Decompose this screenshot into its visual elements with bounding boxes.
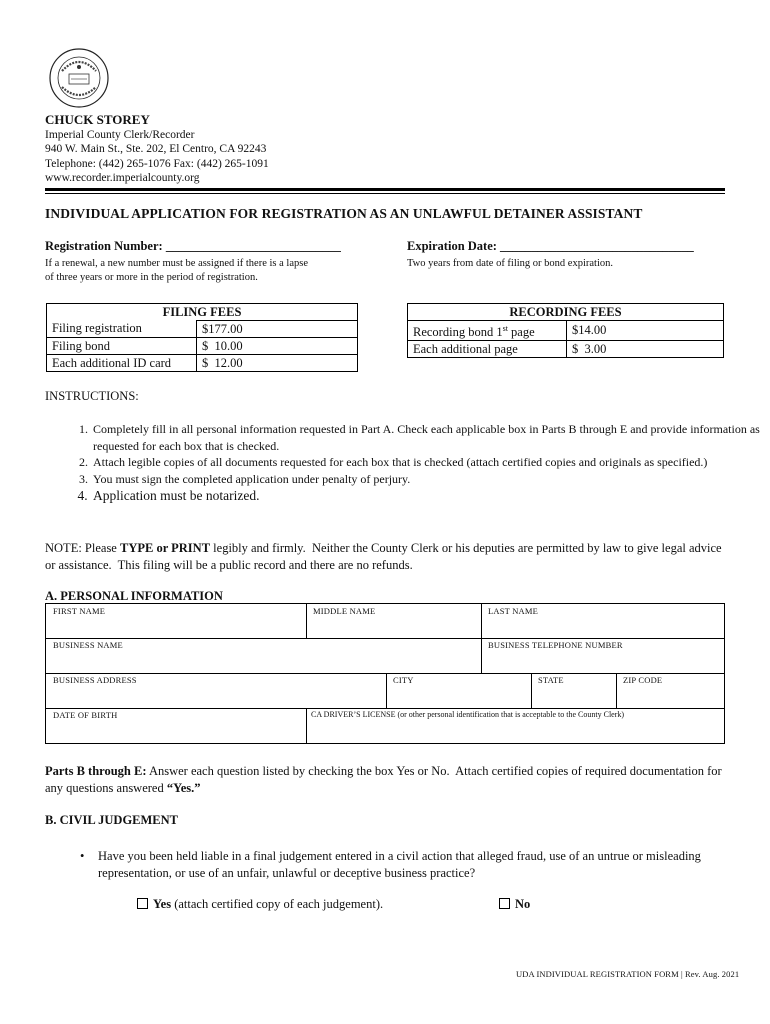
- checkbox-icon: [499, 898, 510, 909]
- registration-number-field[interactable]: [45, 239, 341, 254]
- filing-fees-table: [46, 303, 358, 372]
- filing-fees-heading: FILING FEES: [47, 304, 358, 321]
- business-name-field[interactable]: BUSINESS NAME: [53, 640, 123, 650]
- county-seal-logo: [48, 47, 110, 109]
- middle-name-field[interactable]: MIDDLE NAME: [313, 606, 376, 616]
- clerk-website[interactable]: www.recorder.imperialcounty.org: [45, 172, 200, 184]
- business-phone-field[interactable]: BUSINESS TELEPHONE NUMBER: [488, 640, 623, 650]
- form-footer: UDA INDIVIDUAL REGISTRATION FORM | Rev. Aug. 2021: [516, 969, 740, 979]
- instructions-list: [45, 421, 770, 505]
- date-of-birth-field[interactable]: DATE OF BIRTH: [53, 710, 118, 720]
- personal-information-grid: [45, 603, 725, 744]
- table-row: Each additional page $ 3.00: [408, 341, 724, 358]
- part-b-heading: B. CIVIL JUDGEMENT: [45, 813, 179, 827]
- clerk-phone: Telephone: (442) 265-1076 Fax: (442) 265-1091: [45, 157, 269, 170]
- note-paragraph: NOTE: Please TYPE or PRINT legibly and firmly. Neither the County Clerk or his deputies are permitted by law to give legal advice or assistance. This filing will be a public record and there are no refunds.: [45, 541, 725, 572]
- part-a-heading: A. PERSONAL INFORMATION: [45, 589, 223, 603]
- part-b-no-checkbox[interactable]: No: [499, 897, 530, 912]
- drivers-license-field[interactable]: CA DRIVER’S LICENSE (or other personal identification that is acceptable to the County Clerk): [311, 710, 625, 719]
- registration-number-label: Registration Number: ____________________________: [45, 239, 341, 253]
- business-address-field[interactable]: BUSINESS ADDRESS: [53, 675, 137, 685]
- first-name-field[interactable]: FIRST NAME: [53, 606, 106, 616]
- clerk-title: Imperial County Clerk/Recorder: [45, 128, 195, 141]
- expiration-note: Two years from date of filing or bond expiration.: [407, 258, 614, 269]
- header-rule-thick: [45, 188, 725, 191]
- list-item: 4. Application must be notarized.: [91, 488, 770, 505]
- table-row: Recording bond 1st page $14.00: [408, 321, 724, 341]
- form-title: INDIVIDUAL APPLICATION FOR REGISTRATION AS AN UNLAWFUL DETAINER ASSISTANT: [45, 206, 643, 221]
- bullet-icon: •: [80, 849, 85, 863]
- list-item: 1. Completely fill in all personal information requested in Part A. Check each applicable box in Parts B through E and provide information as requested for each box that is checked.: [91, 421, 770, 454]
- registration-note: If a renewal, a new number must be assigned if there is a lapse of three years or more in the period of registration.: [45, 258, 308, 283]
- table-row: Filing bond $ 10.00: [47, 338, 358, 355]
- header-rule-thin: [45, 193, 725, 194]
- list-item: 3. You must sign the completed application under penalty of perjury.: [91, 471, 770, 488]
- table-row: Filing registration $177.00: [47, 321, 358, 338]
- last-name-field[interactable]: LAST NAME: [488, 606, 539, 616]
- zip-code-field[interactable]: ZIP CODE: [623, 675, 663, 685]
- part-b-yes-checkbox[interactable]: Yes (attach certified copy of each judgement).: [137, 897, 383, 912]
- instructions-heading: INSTRUCTIONS:: [45, 389, 139, 403]
- state-field[interactable]: STATE: [538, 675, 564, 685]
- parts-b-e-instructions: Parts B through E: Answer each question listed by checking the box Yes or No. Attach certified copies of required documentation for any questions answered “Yes.”: [45, 764, 725, 795]
- recording-fees-table: [407, 303, 724, 358]
- expiration-date-label: Expiration Date: _______________________________: [407, 239, 694, 253]
- recording-fees-heading: RECORDING FEES: [408, 304, 724, 321]
- clerk-address: 940 W. Main St., Ste. 202, El Centro, CA 92243: [45, 143, 267, 155]
- part-b-question: • Have you been held liable in a final judgement entered in a civil action that alleged fraud, use of an untrue or misleading representation, or use of an unfair, unlawful or deceptive business practice?: [80, 849, 701, 880]
- expiration-date-field[interactable]: [407, 239, 694, 254]
- clerk-header: [45, 113, 269, 186]
- table-row: Each additional ID card $ 12.00: [47, 355, 358, 372]
- clerk-name: CHUCK STOREY: [45, 112, 150, 127]
- checkbox-icon: [137, 898, 148, 909]
- city-field[interactable]: CITY: [393, 675, 414, 685]
- list-item: 2. Attach legible copies of all documents requested for each box that is checked (attach certified copies and originals as specified.): [91, 454, 770, 471]
